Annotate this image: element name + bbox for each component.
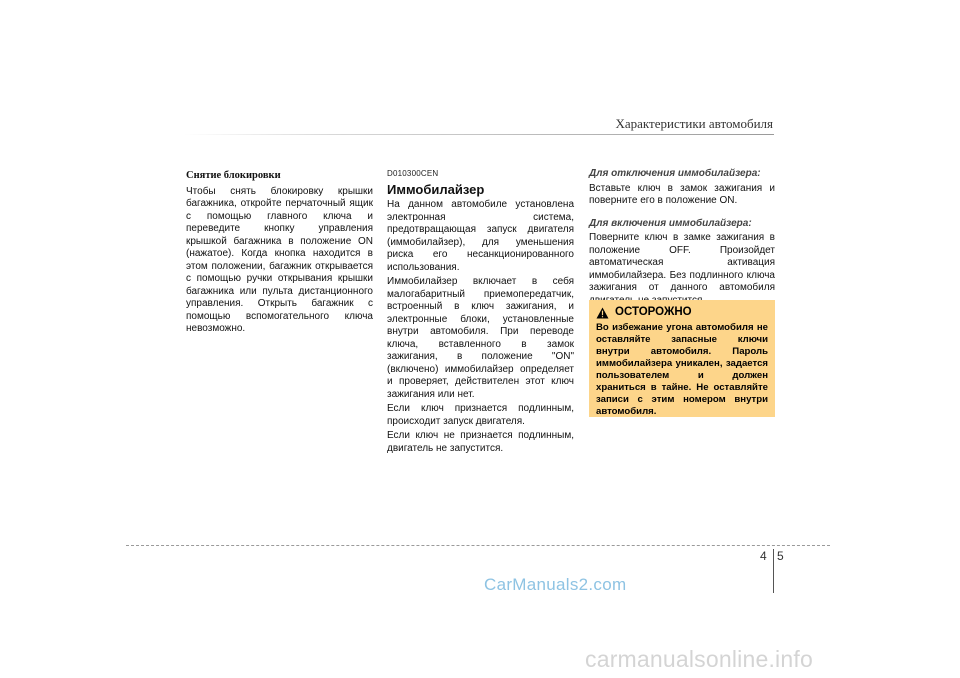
section-heading-unlock: Снятие блокировки	[186, 170, 281, 181]
page-number-divider	[773, 549, 774, 593]
page-header-title: Характеристики автомобиля	[615, 116, 773, 131]
section-number: 4	[760, 549, 767, 563]
immobilizer-paragraph-4: Если ключ не признается подлинным, двигатель не запустится.	[387, 430, 574, 454]
immobilizer-paragraph-2: Иммобилайзер включает в себя малогабаритный приемопередатчик, встроенный в ключ зажигания, и электронные блоки, установленные внутри автомобиля. При переводе ключа, вставленного в замок зажигания, в положение "ON" (включено) иммобилайзер определяет и проверяет, действителен этот ключ зажигания или нет.	[387, 276, 574, 400]
warning-title: ОСТОРОЖНО	[615, 306, 692, 318]
subheading-disable: Для отключения иммобилайзера:	[589, 168, 761, 179]
warning-triangle-icon	[596, 306, 609, 318]
watermark-link[interactable]: CarManuals2.com	[484, 575, 627, 594]
immobilizer-paragraph-3: Если ключ признается подлинным, происходит запуск двигателя.	[387, 403, 574, 427]
enable-instructions: Поверните ключ в замке зажигания в положение OFF. Произойдет автоматическая активация иммобилайзера. Без подлинного ключа зажигания от данного автомобиля	[589, 232, 775, 293]
page-number: 5	[777, 549, 784, 563]
footer-site-link[interactable]: carmanualsonline.info	[585, 646, 813, 672]
disable-instructions: Вставьте ключ в замок зажигания и поверните его в положение ON.	[589, 182, 775, 206]
section-heading-immobilizer: Иммобилайзер	[387, 181, 485, 197]
immobilizer-paragraph-1: На данном автомобиле установлена электронная система, предотвращающая запуск двигателя (иммобилайзер), для уменьшения риска его несанкционированного использования.	[387, 199, 574, 273]
subheading-enable: Для включения иммобилайзера:	[589, 217, 752, 229]
column-immobilizer-control	[589, 168, 775, 307]
unlock-paragraph: Чтобы снять блокировку крышки багажника, откройте перчаточный ящик с помощью главного ключа и переведите кнопку управления крышкой багажника в положение ON (нажатое). Когда кнопка находится в этом положении, багажник открывается с помощью ручки открывания крышки багажника или пульта дистанционного управления. Открыть багажник с помощью вспомогательного ключа невозможно.	[186, 185, 373, 334]
warning-header	[596, 306, 768, 318]
column-unlock	[186, 170, 373, 336]
header-rule	[184, 134, 774, 135]
warning-text: Во избежание угона автомобиля не оставляйте запасные ключи внутри автомобиля. Пароль иммобилайзера уникален, задается пользователем и должен храниться в тайне. Не оставляйте записи с этим номером внутри автомобиля.	[596, 322, 768, 417]
footer-rule	[126, 545, 830, 546]
column-immobilizer	[387, 168, 574, 455]
section-code: D010300CEN	[387, 169, 439, 178]
warning-box	[589, 300, 775, 417]
